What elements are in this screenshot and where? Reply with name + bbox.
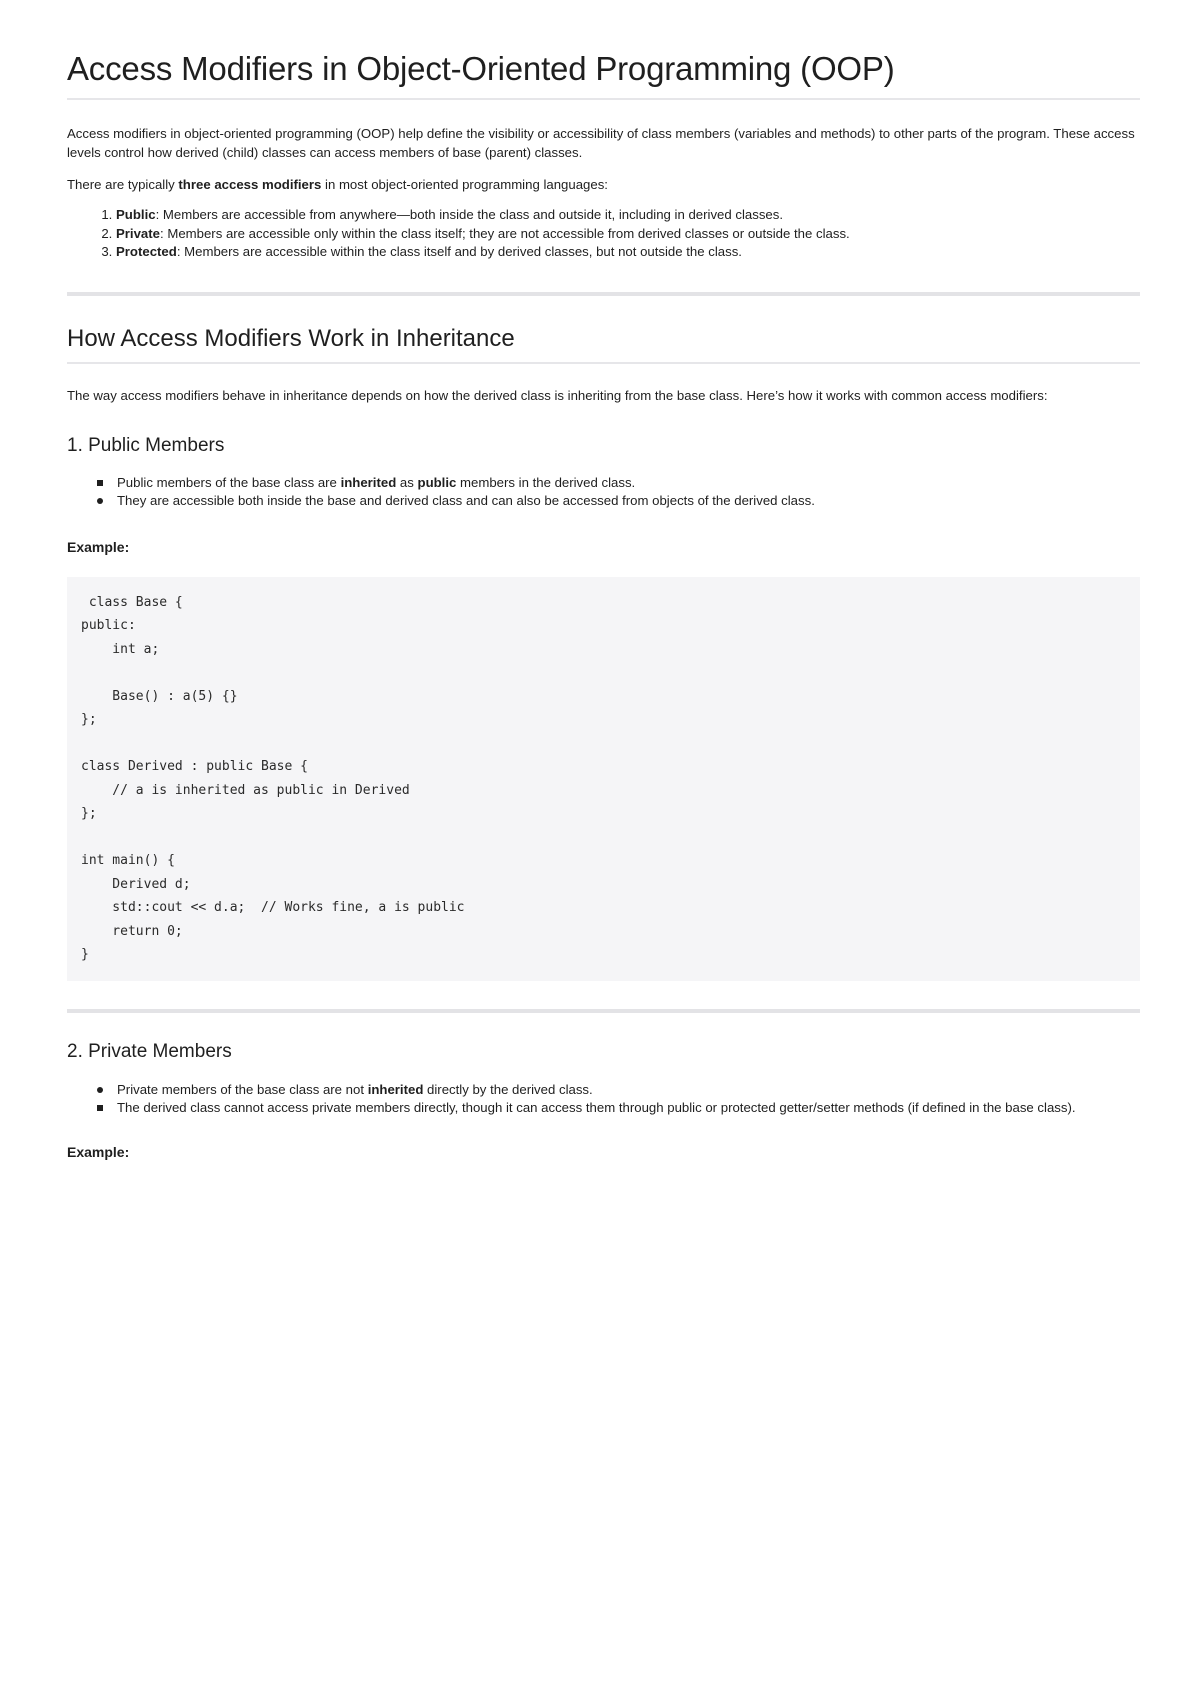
typical-paragraph bbox=[67, 175, 1140, 194]
modifier-name: Public bbox=[116, 207, 156, 222]
modifiers-list bbox=[67, 206, 1140, 262]
list-item bbox=[97, 1081, 1140, 1100]
modifier-desc: : Members are accessible from anywhere—both inside the class and outside it, including in derived classes. bbox=[155, 207, 784, 222]
bullet-text-before: Public members of the base class are bbox=[117, 474, 341, 490]
modifier-name: Private bbox=[116, 225, 160, 241]
typical-text-bold: three access modifiers bbox=[178, 177, 322, 192]
bullet-bold-inherited: inherited bbox=[340, 474, 397, 490]
list-item bbox=[97, 492, 1140, 511]
modifier-desc: : Members are accessible within the class itself and by derived classes, but not outside the class. bbox=[176, 244, 742, 259]
code-block-public: class Base { public: int a; Base() : a(5) {} }; class Derived : public Base { // a is inherited as public in Derived }; int main() { Derived d; std::cout << d.a; // Works fine, a is public return 0; } bbox=[67, 577, 1140, 981]
list-item bbox=[116, 243, 1140, 262]
subheading-private-members: 2. Private Members bbox=[67, 1040, 232, 1062]
bullet-text: The derived class cannot access private members directly, though it can access them through public or protected getter/setter methods (if defined in the base class). bbox=[117, 1100, 1076, 1115]
subheading-public-members: 1. Public Members bbox=[67, 434, 225, 456]
bullet-bold-public: public bbox=[417, 474, 457, 490]
bullet-text-after: members in the derived class. bbox=[456, 474, 636, 490]
typical-text-after: in most object-oriented programming languages: bbox=[321, 177, 608, 192]
typical-text-before: There are typically bbox=[67, 177, 179, 192]
list-item bbox=[97, 474, 1140, 493]
section-divider bbox=[67, 292, 1140, 296]
private-members-list bbox=[67, 1081, 1140, 1118]
square-bullet-icon bbox=[97, 480, 103, 486]
modifier-name: Protected bbox=[116, 244, 177, 259]
list-item bbox=[97, 1099, 1140, 1118]
example-label: Example: bbox=[67, 1143, 130, 1160]
intro-paragraph: Access modifiers in object-oriented programming (OOP) help define the visibility or accessibility of class members (variables and methods) to other parts of the program. These access levels control how derived (child) classes can access members of base (parent) classes. bbox=[67, 126, 1135, 160]
bullet-bold-inherited: inherited bbox=[367, 1081, 424, 1097]
page-title: Access Modifiers in Object-Oriented Programming (OOP) bbox=[67, 50, 1140, 100]
list-item bbox=[116, 206, 1140, 225]
list-item bbox=[116, 225, 1140, 244]
square-bullet-icon bbox=[97, 1105, 103, 1111]
bullet-text-after: directly by the derived class. bbox=[423, 1081, 593, 1097]
inheritance-intro-paragraph: The way access modifiers behave in inheritance depends on how the derived class is inheriting from the base class. Here’s how it works with common access modifiers: bbox=[67, 387, 1048, 403]
public-members-list bbox=[67, 474, 1140, 511]
section-divider bbox=[67, 1009, 1140, 1013]
bullet-text: They are accessible both inside the base and derived class and can also be accessed from objects of the derived class. bbox=[117, 493, 815, 508]
bullet-text-before: Private members of the base class are not bbox=[117, 1081, 368, 1097]
round-bullet-icon bbox=[97, 1087, 103, 1093]
example-label: Example: bbox=[67, 538, 130, 555]
document-page bbox=[67, 50, 1140, 1162]
modifier-desc: : Members are accessible only within the class itself; they are not accessible from derived classes or outside the class. bbox=[160, 225, 850, 241]
section-heading-inheritance: How Access Modifiers Work in Inheritance bbox=[67, 325, 1140, 364]
round-bullet-icon bbox=[97, 498, 103, 504]
bullet-text-mid: as bbox=[396, 474, 418, 490]
